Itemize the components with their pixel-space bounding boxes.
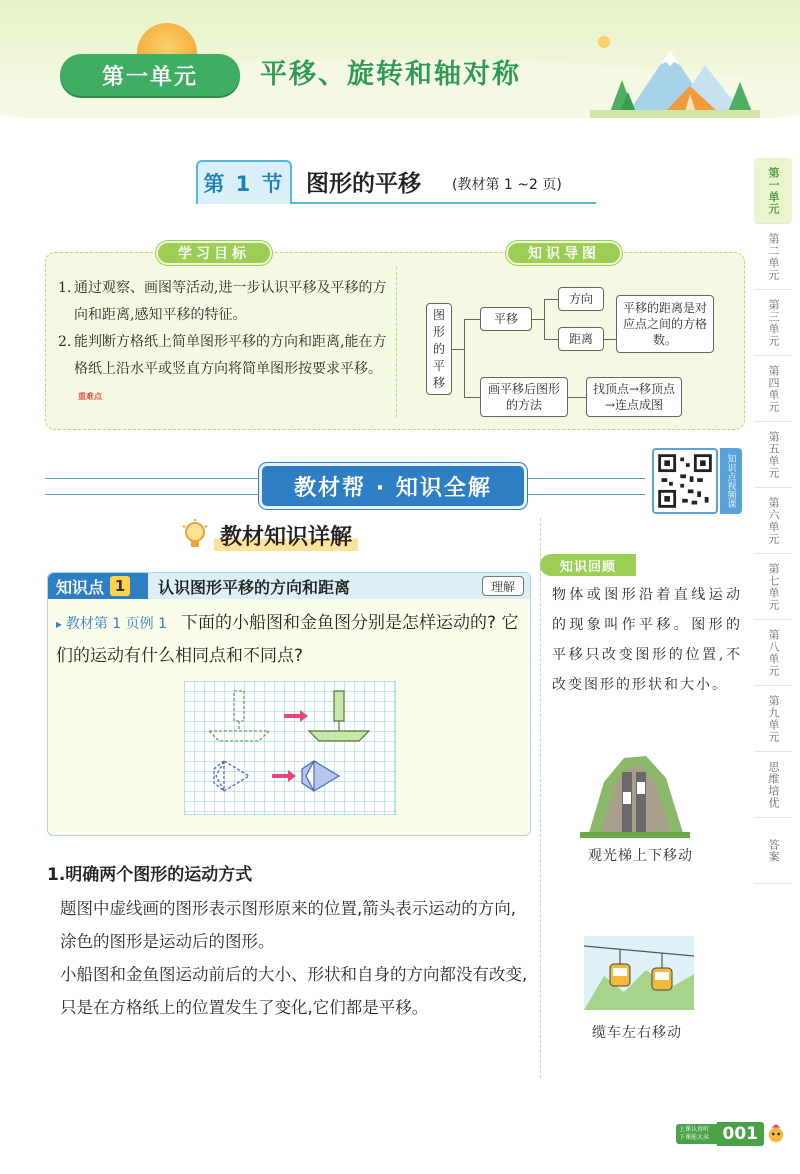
understand-badge: 理解 <box>482 576 524 596</box>
knowledge-point-box <box>47 572 531 836</box>
example-reference: ▸ 教材第 1 页例 1 <box>56 616 167 632</box>
side-tab-thinking[interactable]: 思维培优 <box>754 752 792 818</box>
goal-item <box>58 275 393 329</box>
caption-cable-car: 缆车左右移动 <box>592 1025 682 1041</box>
section-tag: 第 1 节 <box>196 160 292 204</box>
goal-text: 通过观察、画图等活动,进一步认识平移及平移的方向和距离,感知平移的特征。 <box>74 280 387 323</box>
explanation-body <box>60 892 530 1024</box>
goal-number: 2. <box>58 334 72 350</box>
knowledge-point-tag-text: 知识点 <box>56 577 105 597</box>
detail-heading <box>180 518 358 552</box>
side-tab-unit-9[interactable]: 第九单元 <box>754 686 792 752</box>
section-banner: 教材帮 · 知识全解 <box>262 466 524 506</box>
goal-text: 能判断方格纸上简单图形平移的方向和距离,能在方格纸上沿水平或竖直方向将简单图形按要求平移。重难点 <box>74 329 393 411</box>
panel-divider <box>396 267 397 417</box>
mindmap-distance: 距离 <box>558 327 604 351</box>
qr-video-label: 知识点视频课 <box>720 448 742 514</box>
mindmap-method-steps: 找顶点→移顶点→连点成图 <box>586 377 682 417</box>
mindmap-method: 画平移后图形的方法 <box>480 377 568 417</box>
review-tag: 知识回顾 <box>540 554 636 576</box>
detail-title: 教材知识详解 <box>214 520 358 551</box>
page-number: 001 <box>717 1122 765 1146</box>
mindmap-root: 图形的平移 <box>426 303 452 395</box>
section-title: 图形的平移 <box>306 171 421 197</box>
goals-list <box>58 275 393 411</box>
side-tab-unit-8[interactable]: 第八单元 <box>754 620 792 686</box>
knowledge-point-tag <box>48 573 148 599</box>
explanation-paragraph: 题图中虚线画的图形表示图形原来的位置,箭头表示运动的方向,涂色的图形是运动后的图形。 <box>60 899 516 951</box>
side-tab-unit-7[interactable]: 第七单元 <box>754 554 792 620</box>
column-divider <box>540 518 541 1078</box>
lightbulb-icon <box>180 518 210 552</box>
explanation-heading: 1.明确两个图形的运动方式 <box>47 865 253 885</box>
mindmap-label: 知识导图 <box>506 241 622 265</box>
footer-slogan: 上课认真听 下课能大卖 <box>676 1124 717 1144</box>
goals-label: 学习目标 <box>156 241 272 265</box>
knowledge-point-number: 1 <box>110 576 130 596</box>
sightseeing-elevator-illustration <box>580 752 690 838</box>
example-text <box>56 607 526 672</box>
side-tab-nav <box>754 158 792 884</box>
mascot-icon <box>766 1123 786 1145</box>
side-tab-unit-6[interactable]: 第六单元 <box>754 488 792 554</box>
review-text: 物体或图形沿着直线运动的现象叫作平移。图形的平移只改变图形的位置,不改变图形的形状和大小。 <box>552 587 742 693</box>
example-question: 下面的小船图和金鱼图分别是怎样运动的? 它们的运动有什么相同点和不同点? <box>56 613 519 666</box>
side-tab-unit-1[interactable]: 第一单元 <box>754 158 792 224</box>
unit-title: 平移、旋转和轴对称 <box>260 59 521 90</box>
mindmap-distance-note: 平移的距离是对应点之间的方格数。 <box>616 295 714 353</box>
goal-number: 1. <box>58 280 72 296</box>
page-header <box>0 0 800 118</box>
cable-car-illustration <box>584 936 694 1010</box>
mindmap-translate: 平移 <box>480 307 532 331</box>
caption-elevator: 观光梯上下移动 <box>588 848 693 864</box>
goal-item <box>58 329 393 411</box>
knowledge-mindmap <box>416 273 736 413</box>
translation-grid-figure <box>184 681 396 815</box>
side-tab-answers[interactable]: 答案 <box>754 818 792 884</box>
goals-panel <box>45 246 745 430</box>
mindmap-direction: 方向 <box>558 287 604 311</box>
section-heading <box>196 160 596 204</box>
unit-label: 第一单元 <box>60 54 240 96</box>
side-tab-unit-2[interactable]: 第二单元 <box>754 224 792 290</box>
section-reference: (教材第 1 ~2 页) <box>452 177 562 193</box>
focus-badge: 重难点 <box>78 391 102 401</box>
side-tab-unit-3[interactable]: 第三单元 <box>754 290 792 356</box>
side-tab-unit-5[interactable]: 第五单元 <box>754 422 792 488</box>
knowledge-point-title: 认识图形平移的方向和距离 <box>158 578 351 597</box>
page-footer <box>676 1120 786 1148</box>
mountain-tent-illustration <box>590 20 760 118</box>
qr-code-icon[interactable] <box>652 448 718 514</box>
explanation-paragraph: 小船图和金鱼图运动前后的大小、形状和自身的方向都没有改变,只是在方格纸上的位置发生了变化,它们都是平移。 <box>60 965 528 1017</box>
side-tab-unit-4[interactable]: 第四单元 <box>754 356 792 422</box>
